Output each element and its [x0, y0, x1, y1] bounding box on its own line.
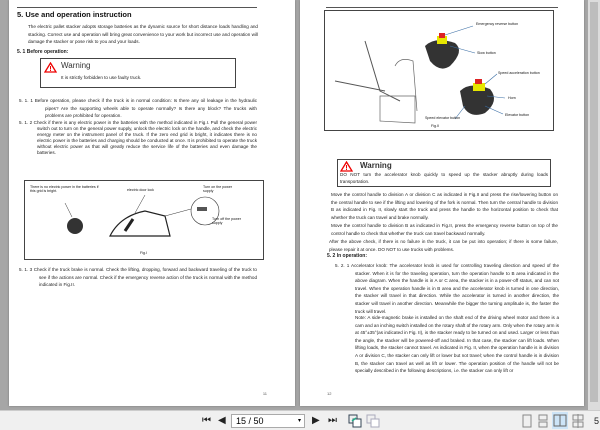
subsection-title: 5. 2 In operation:: [327, 253, 368, 259]
two-page-continuous-icon[interactable]: [572, 414, 584, 428]
page-number: 12: [327, 391, 332, 397]
warning-text: DO NOT turn the accelerator knob quickly to speed up the stacker abruptly during loads transportation.: [340, 172, 548, 184]
intro-paragraph: The electric pallet stacker adopts storage batteries as the dynamic source for short distance loads handling and stacking. Correct use and operation will bring great convenience to your work but incorrect use and operation will damage the stacker or pose risk to you and your loads.: [28, 24, 258, 45]
first-page-button[interactable]: ⏮: [202, 415, 211, 426]
paragraph-5-2-1: 5. 2. 1 Accelerator knob: The accelerator knob is used for controlling traveling direction and speed of the stacker. When it is for the traveling operation, turn the operation handle to B area indicated in the above diagram. When the handle is in A or C area, the stacker is in a power-off status, and can not travel. When the operation handle is in B area and the accelerator knob is turned in one direction, the stacker will travel in that direction. While the accelerator is turned in another direction, the stacker will travel in another direction. Meanwhile the bigger the turning amplitude is, the faster the truck will travel.: [335, 263, 559, 314]
bottom-toolbar: [0, 410, 600, 430]
label-slow: Slow button: [477, 51, 496, 55]
label-horn: Horn: [508, 96, 516, 100]
paragraph-5-1-2: 5. 1. 2 Check if there is any electric power in the batteries with the method indicated in Fig.I. Pull the general power switch out to turn on the general power supply, unlock the electric lock on the handle, and check the electric energy meter on the instrument panel of the truck. If the zero end grid is bright, it indicates there is no electric power in the batteries and charging should be conducted at once. It is prohibited to operate the truck without electric power as that will greatly reduce the service life of the batteries and even damage the batteries.: [19, 120, 257, 155]
two-page-view-icon[interactable]: [552, 412, 568, 429]
paragraph-check-lifting: Move the control handle to division A or division C as indicated in Fig.II and press the rise/lowering button on the central handle to see if the lifting and lowering of the fork is normal. Then turn the central handle to division B as indicated in Fig. II, slowly start the truck and press the handle to the horizontal position to check that whether the truck can travel and brake normally.: [331, 192, 558, 220]
handle-illustration: [25, 181, 265, 251]
warning-title: Warning: [61, 61, 91, 70]
fig1-label-off: Turn off the power supply: [212, 217, 241, 225]
continuous-view-icon[interactable]: [538, 414, 548, 428]
paragraph-check-reverse: Move the control handle to division B as indicated in Fig.II, press the emergency reverse button on top of the control handle to check that whether the truck can travel backward normally.: [331, 223, 558, 236]
fig1-label-on: Turn on the power supply: [203, 185, 233, 193]
header-rule: [17, 7, 257, 8]
pdf-page-12: [300, 0, 584, 406]
paragraph-after-check: After the above check, if there is no failure in the truck, it can be put into operation; if there is some failure, please repair it at once. DO NOT to use trucks with problems.: [329, 239, 558, 252]
warning-title: Warning: [360, 161, 392, 170]
single-page-view-icon[interactable]: [522, 414, 532, 428]
vertical-scrollbar[interactable]: [588, 0, 600, 410]
subsection-title: 5. 1 Before operation:: [17, 49, 69, 55]
last-page-button[interactable]: ⏭: [328, 415, 337, 426]
label-speed-elevator: Speed elevator button: [425, 116, 461, 120]
warning-box: [337, 159, 551, 187]
figure-2: [324, 10, 554, 131]
paragraph-5-1-3: 5. 1. 3 Check if the truck brake is normal. Check the lifting, dropping, forward and backward traveling of the truck to see if the actions are normal. Check if the emergency reverse action of the truck is normal with the method indicated in Fig.II.: [19, 267, 257, 288]
section-title: 5. Use and operation instruction: [17, 10, 132, 19]
label-emergency-reverse: Emergency reverse button: [476, 22, 519, 26]
warning-box: [40, 58, 236, 88]
previous-view-icon[interactable]: [348, 414, 362, 428]
next-page-button[interactable]: ▶: [312, 415, 320, 426]
warning-icon: [44, 62, 57, 73]
zoom-label[interactable]: 5: [594, 416, 600, 426]
page-number-field[interactable]: [231, 414, 305, 428]
page-field-value: 15 / 50: [236, 416, 264, 426]
previous-page-button[interactable]: ◀: [218, 415, 226, 426]
next-view-icon[interactable]: [366, 414, 380, 428]
page-number: 11: [262, 391, 267, 397]
paragraph-note: Note: A side-magnetic brake is installed on the shaft end of the driving wheel motor and there is a cam and an inching switch installed on the rotary shaft of the rotary arm. Only when the rotary arm is at 45°±35°(as indicated in Fig. II), is the stacker ready to be turned on and used. Larger or less than the angle, the stacker will be powered-off and braked. In that case, the stacker can lift loads. When lifting loads, the stacker cannot travel. As indicated in Fig. II, when the operation handle is in division A or division C, the stacker can only lift or lower but not travel; when the control handle is in division B, the stacker can travel as well as lift or lower. The operation position of the handle will not be specially described in the following descriptions, i.e. the stacker can only lift or: [355, 315, 560, 374]
fig1-label-lock: electric door lock: [127, 188, 154, 192]
label-speed-acceleration: Speed acceleration button: [498, 71, 540, 75]
scrollbar-thumb[interactable]: [590, 2, 598, 402]
paragraph-5-1-1: 5. 1. 1 Before operation, please check if the truck is in normal condition: Is there any oil leakage in the hydraulic pipes? Are the supporting wheels able to operate normally? Is there any block? The trucks with problems are prohibited for operation.: [19, 98, 257, 119]
fig1-caption: Fig.I: [140, 251, 147, 255]
warning-text: It is strictly forbidden to use faulty truck.: [61, 75, 142, 80]
figure-1: [24, 180, 264, 260]
label-elevator: Elevator button: [505, 113, 530, 117]
fig1-label-power: There is no electric power in the batteries if this grid is bright.: [30, 185, 99, 193]
header-rule: [326, 7, 558, 8]
chevron-down-icon[interactable]: ▾: [297, 418, 301, 424]
fig2-caption: Fig.II: [431, 124, 439, 128]
pdf-page-11: [9, 0, 295, 406]
